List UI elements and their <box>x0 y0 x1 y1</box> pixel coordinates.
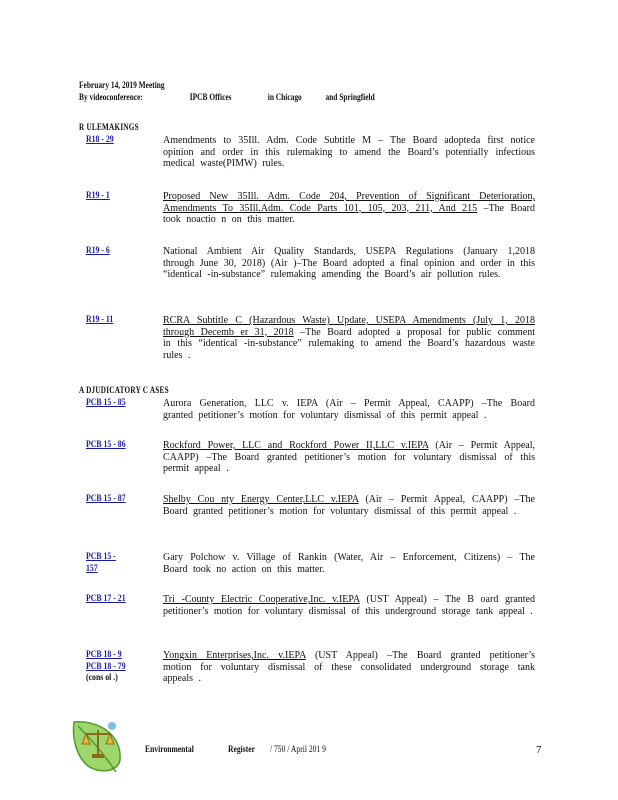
entry-description: Yongxin Enterprises,Inc. v.IEPA (UST Appeal) –The Board granted petitioner’s motion for voluntary dismissal of these consolidated underground storage tank appeals . <box>163 650 536 685</box>
meeting-chicago: in Chicago <box>267 93 302 103</box>
entry-description: Gary Polchow v. Village of Rankin (Water, Air – Enforcement, Citizens) – The Board took no action on this matter. <box>163 552 535 575</box>
docket-link[interactable]: PCB 15 - 86 <box>86 440 126 450</box>
case-title: Rockford Power, LLC and Rockford Power II,LLC v.IEPA <box>163 440 429 451</box>
docket-link[interactable]: R19 - 11 <box>86 315 114 325</box>
case-title: RCRA Subtitle C (Hazardous Waste) Update, USEPA Amendments (July 1, 2018 through Decemb er 31, 2018 <box>163 315 535 338</box>
footer-publication: Environmental <box>145 745 194 755</box>
leaf-scales-logo-icon <box>70 716 126 776</box>
entry-description: Shelby Cou nty Energy Center,LLC v.IEPA (Air – Permit Appeal, CAAPP) –The Board granted petitioner’s motion for voluntary dismissal of this permit appeal . <box>163 494 535 517</box>
entry-description: Aurora Generation, LLC v. IEPA (Air – Permit Appeal, CAAPP) –The Board granted petitioner’s motion for voluntary dismissal of this permit appeal . <box>163 398 535 421</box>
docket-link[interactable]: PCB 18 - 9 PCB 18 - 79 (cons ol .) <box>86 650 126 683</box>
entry-description: RCRA Subtitle C (Hazardous Waste) Update, USEPA Amendments (July 1, 2018 through Decemb er 31, 2018 –The Board adopted a proposal for public comment in this “identical -in-substance” rulemaking to amend the Board’s hazardous waste rules . <box>163 315 535 361</box>
docket-link[interactable]: PCB 17 - 21 <box>86 594 126 604</box>
docket-link[interactable]: PCB 15 - 87 <box>86 494 126 504</box>
docket-link[interactable]: R19 - 6 <box>86 246 110 256</box>
docket-link[interactable]: R19 - 1 <box>86 191 110 201</box>
footer-issue: / 750 / April 201 9 <box>270 745 326 755</box>
docket-link[interactable]: PCB 15 - 157 <box>86 552 116 574</box>
docket-link[interactable]: R18 - 29 <box>86 135 114 145</box>
case-title: Shelby Cou nty Energy Center,LLC v.IEPA <box>163 494 359 505</box>
entry-description: Rockford Power, LLC and Rockford Power II,LLC v.IEPA (Air – Permit Appeal, CAAPP) –The Board granted petitioner’s motion for voluntary dismissal of this permit appeal . <box>163 440 535 475</box>
case-title: Yongxin Enterprises,Inc. v.IEPA <box>163 650 306 661</box>
section-rulemakings: R ULEMAKINGS <box>79 122 139 132</box>
entry-description: Proposed New 35Ill. Adm. Code 204, Prevention of Significant Deterioration, Amendments To 35Ill.Adm. Code Parts 101, 105, 203, 211, And 215 –The Board took noactio n on this matter. <box>163 191 535 226</box>
meeting-location <box>79 92 375 104</box>
entry-description: Amendments to 35Ill. Adm. Code Subtitle M – The Board adopteda first notice opinion and order in this rulemaking to amend the Board’s potentially infectious medical waste(PIMW) rules. <box>163 135 535 170</box>
entry-description: Tri -County Electric Cooperative,Inc. v.IEPA (UST Appeal) – The B oard granted petitioner’s motion for voluntary dismissal of this underground storage tank appeal . <box>163 594 535 617</box>
section-adjudicatory-cases: A DJUDICATORY C ASES <box>79 385 169 395</box>
meeting-date: February 14, 2019 Meeting <box>79 81 165 91</box>
meeting-offices: IPCB Offices <box>189 93 232 103</box>
case-title: Proposed New 35Ill. Adm. Code 204, Prevention of Significant Deterioration, Amendments To 35Ill.Adm. Code Parts 101, 105, 203, 211, And 215 <box>163 191 535 214</box>
entry-description: National Ambient Air Quality Standards, USEPA Regulations (January 1,2018 through June 30, 2018) (Air )–The Board adopted a final opinion and order in this “identical -in-substance” rulemaking amending the Board’s air pollution rules. <box>163 246 535 281</box>
footer-register: Register <box>228 745 256 755</box>
meeting-header <box>79 80 375 104</box>
meeting-springfield: and Springfield <box>325 93 375 103</box>
meeting-via: By videoconference: <box>79 93 143 103</box>
case-title: Tri -County Electric Cooperative,Inc. v.IEPA <box>163 594 360 605</box>
page-number: 7 <box>536 744 542 756</box>
docket-link[interactable]: PCB 15 - 85 <box>86 398 126 408</box>
